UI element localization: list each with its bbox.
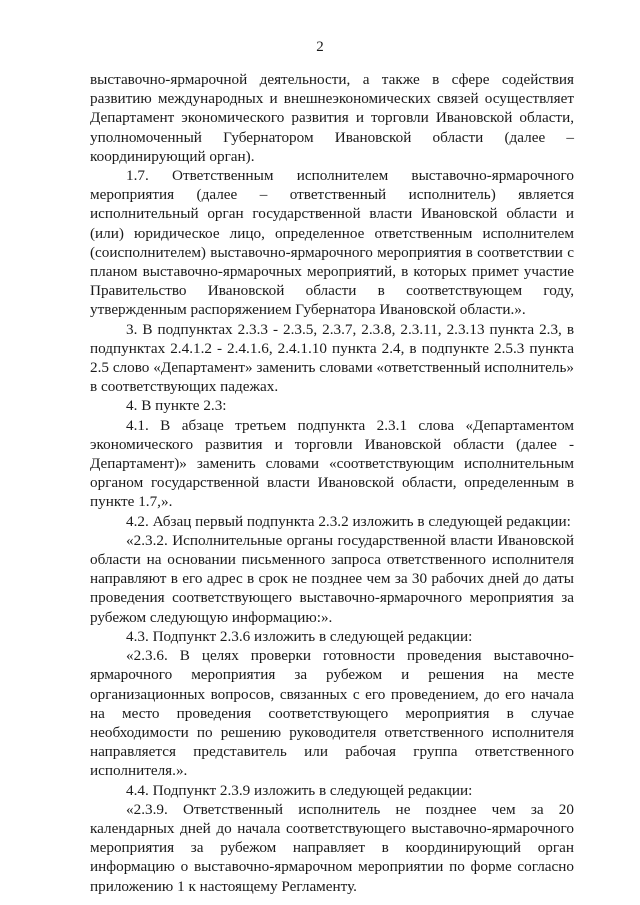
document-body <box>90 70 574 896</box>
paragraph-2-3-6-quote: «2.3.6. В целях проверки готовности проведения выставочно-ярмарочного мероприятия за рубежом и решения на месте организационных вопросов, связанных с его проведением, до его начала на место проведения соответствующего мероприятия в случае необходимости по решению руководителя ответственного исполнителя направляется представитель или рабочая группа ответственного исполнителя.». <box>90 647 574 780</box>
paragraph-1-7: 1.7. Ответственным исполнителем выставочно-ярмарочного мероприятия (далее – ответственный исполнитель) является исполнительный орган государственной власти Ивановской области и (или) юридическое лицо, определенное ответственным исполнителем (соисполнителем) выставочно-ярмарочного мероприятия в соответствии с планом выставочно-ярмарочных мероприятий, в которых примет участие Правительство Ивановской области в соответствующем году, утвержденным распоряжением Губернатора Ивановской области.». <box>90 167 574 319</box>
page-number: 2 <box>316 39 324 55</box>
paragraph-4: 4. В пункте 2.3: <box>126 397 227 415</box>
paragraph-2-3-9-quote: «2.3.9. Ответственный исполнитель не позднее чем за 20 календарных дней до начала соответствующего выставочно-ярмарочного мероприятия за рубежом направляет в координирующий орган информацию о выставочно-ярмарочном мероприятии по форме согласно приложению 1 к настоящему Регламенту. <box>90 800 574 895</box>
paragraph-4-3: 4.3. Подпункт 2.3.6 изложить в следующей редакции: <box>126 627 473 645</box>
paragraph-4-2: 4.2. Абзац первый подпункта 2.3.2 изложить в следующей редакции: <box>126 512 571 530</box>
paragraph-4-1: 4.1. В абзаце третьем подпункта 2.3.1 слова «Департаментом экономического развития и торговли Ивановской области (далее - Департамент)» заменить словами «соответствующим исполнительным органом государственной власти Ивановской области, определенным в пункте 1.7,». <box>90 416 574 511</box>
paragraph-4-4: 4.4. Подпункт 2.3.9 изложить в следующей редакции: <box>126 781 473 799</box>
paragraph-3: 3. В подпунктах 2.3.3 - 2.3.5, 2.3.7, 2.3.8, 2.3.11, 2.3.13 пункта 2.3, в подпунктах 2.4.1.2 - 2.4.1.6, 2.4.1.10 пункта 2.4, в подпункте 2.5.3 пункта 2.5 слово «Департамент» заменить словами «ответственный исполнитель» в соответствующих падежах. <box>90 320 574 396</box>
paragraph-2-3-2-quote: «2.3.2. Исполнительные органы государственной власти Ивановской области на основании письменного запроса ответственного исполнителя направляют в его адрес в срок не позднее чем за 30 рабочих дней до даты проведения соответствующего выставочно-ярмарочного мероприятия за рубежом следующую информацию:». <box>90 531 574 626</box>
paragraph-continuation: выставочно-ярмарочной деятельности, а также в сфере содействия развитию международных и внешнеэкономических связей осуществляет Департамент экономического развития и торговли Ивановской области, уполномоченный Губернатором Ивановской области (далее – координирующий орган). <box>90 71 574 165</box>
